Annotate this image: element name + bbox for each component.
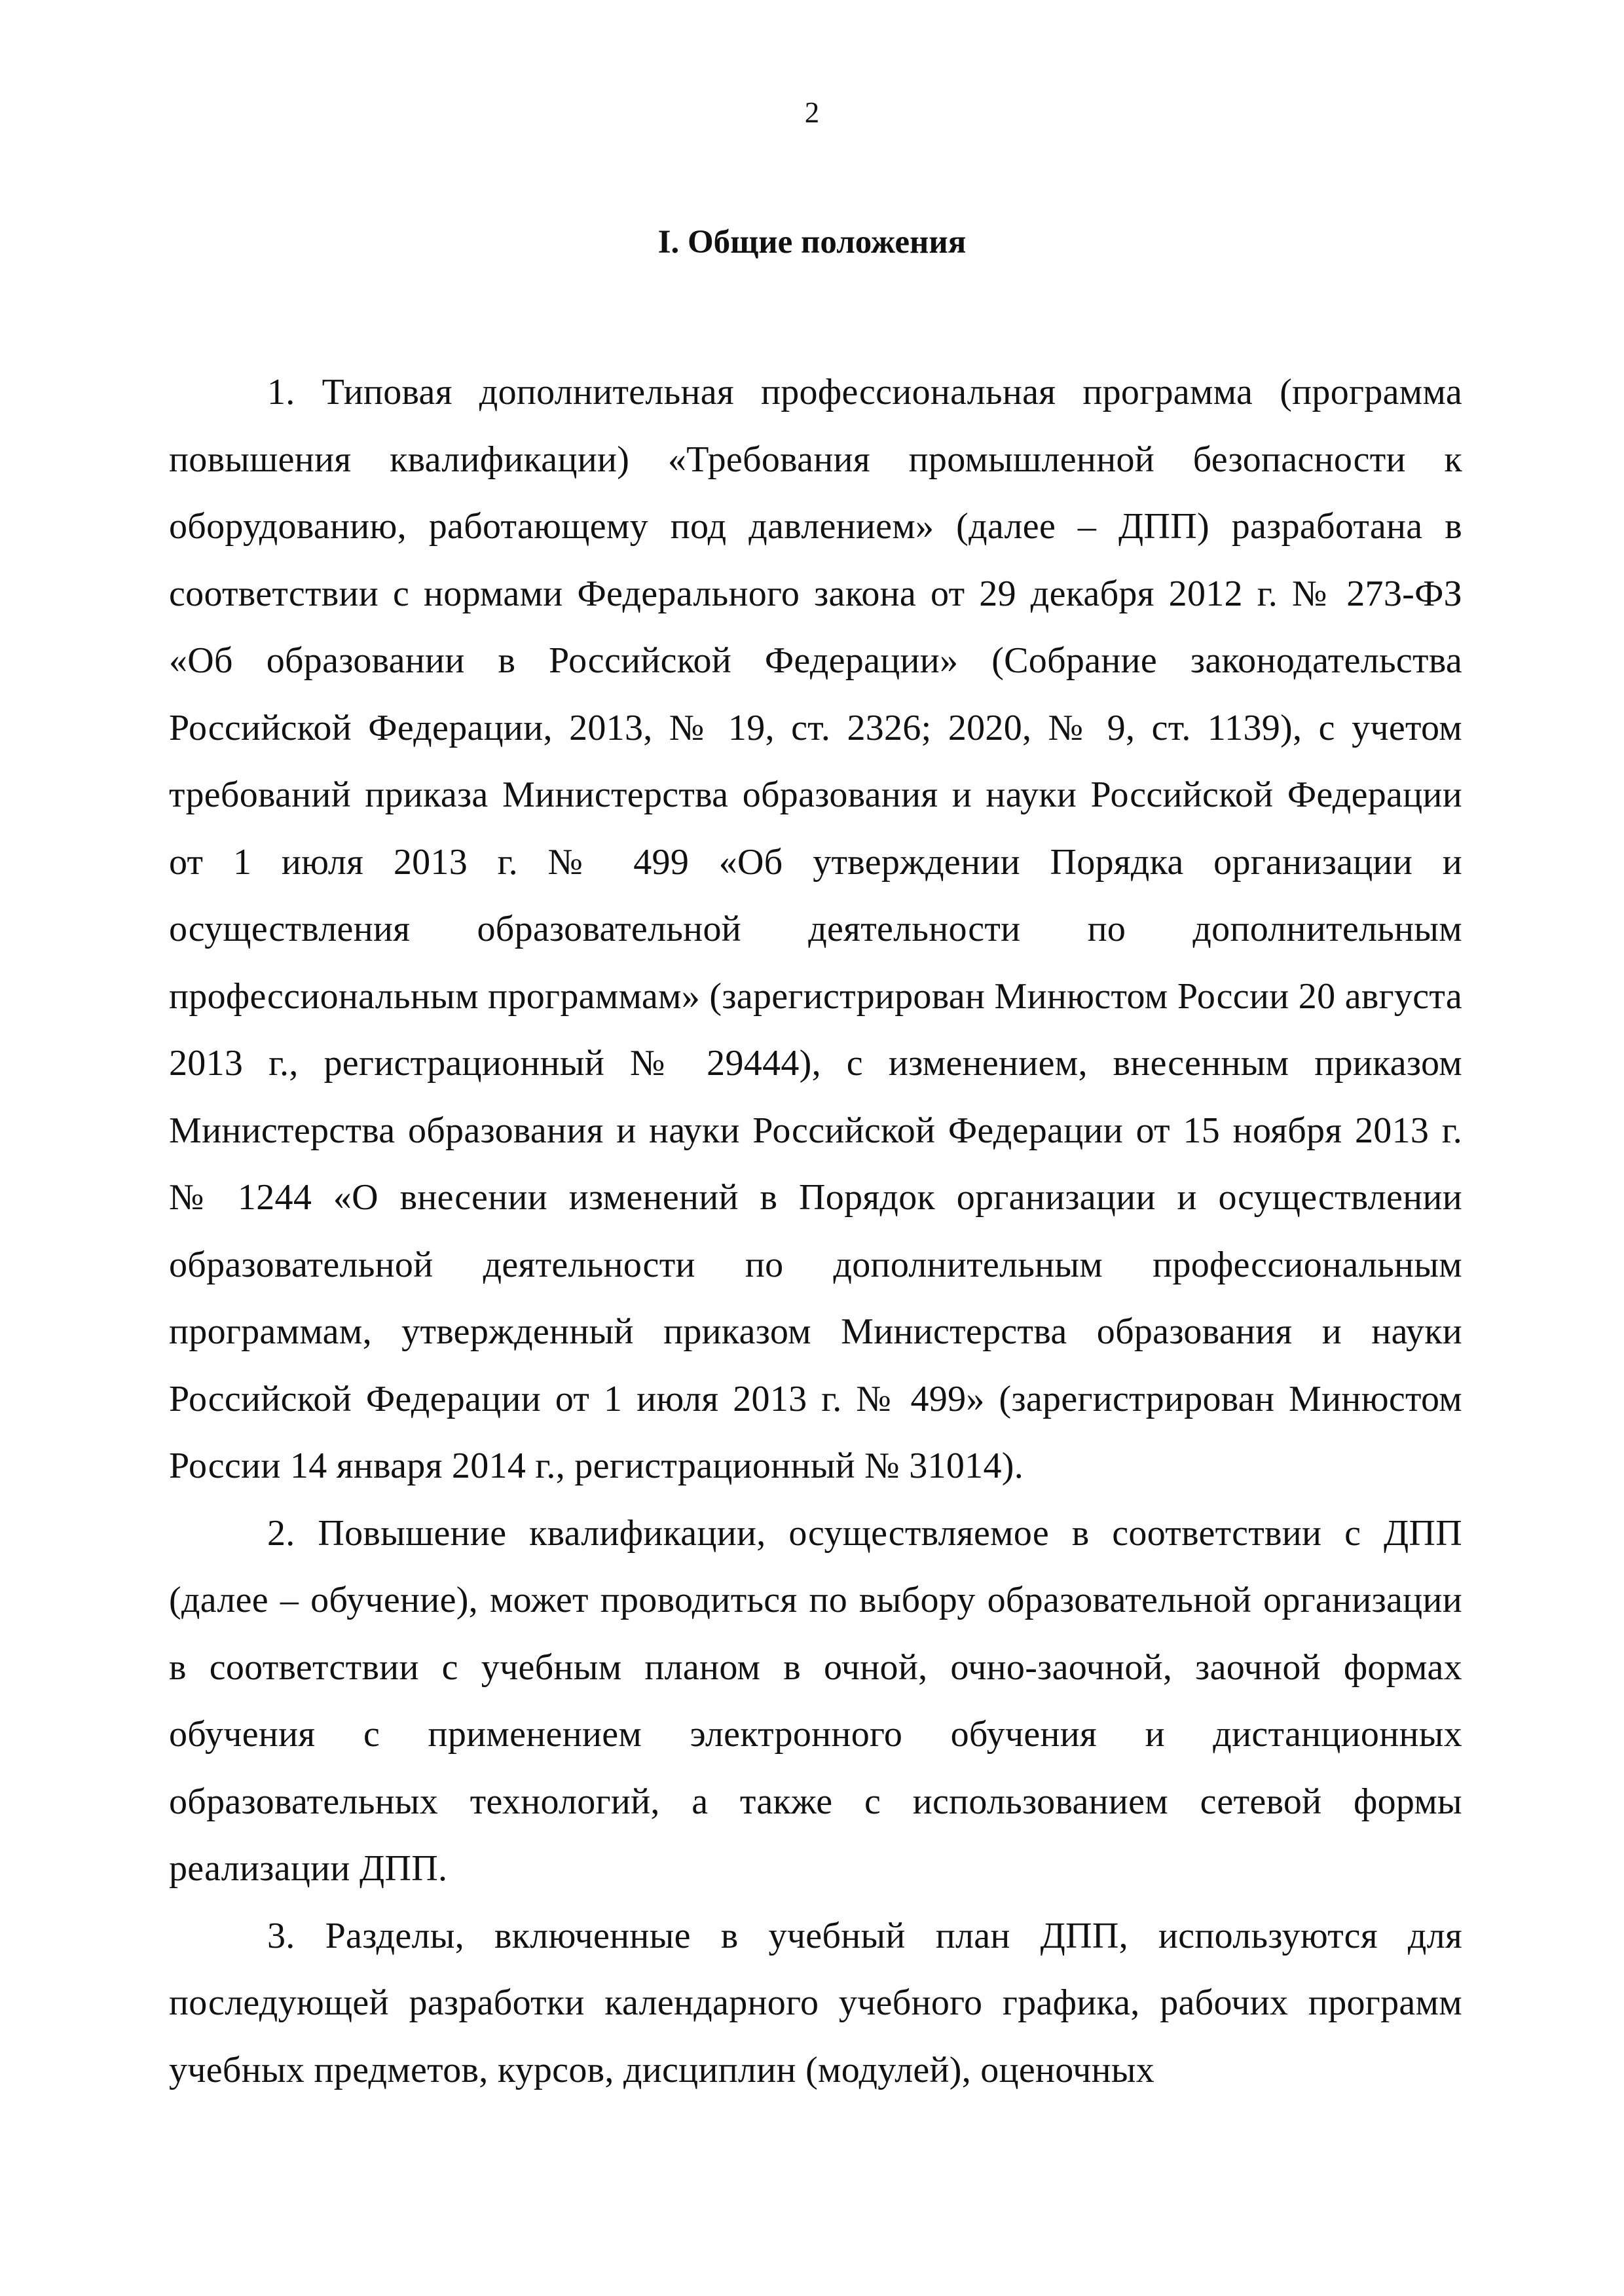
paragraph-2: 2. Повышение квалификации, осуществляемое в соответствии с ДПП (далее – обучение), может проводиться по выбору образовательной организации в соответствии с учебным планом в очной, очно-заочной, заочной формах обучения с применением электронного обучения и дистанционных образовательных технологий, а также с использованием сетевой формы реализации ДПП. — [169, 1512, 1462, 1889]
section-title: I. Общие положения — [657, 224, 967, 261]
page-number: 2 — [804, 96, 820, 129]
document-body — [169, 359, 1462, 2104]
paragraph-3: 3. Разделы, включенные в учебный план ДПП, используются для последующей разработки календарного учебного графика, рабочих программ учебных предметов, курсов, дисциплин (модулей), оценочных — [169, 1915, 1462, 2090]
paragraph-1: 1. Типовая дополнительная профессиональная программа (программа повышения квалификации) «Требования промышленной безопасности к оборудованию, работающему под давлением» (далее – ДПП) разработана в соответствии с нормами Федерального закона от 29 декабря 2012 г. № 273-ФЗ «Об образовании в Российской Федерации» (Собрание законодательства Российской Федерации, 2013, № 19, ст. 2326; 2020, № 9, ст. 1139), с учетом требований приказа Министерства образования и науки Российской Федерации от 1 июля 2013 г. № 499 «Об утверждении Порядка организации и осуществления образовательной деятельности по дополнительным профессиональным программам» (зарегистрирован Минюстом России 20 августа 2013 г., регистрационный № 29444), с изменением, внесенным приказом Министерства образования и науки Российской Федерации от 15 ноября 2013 г. № 1244 «О внесении изменений в Порядок организации и осуществлении образовательной деятельности по дополнительным профессиональным программам, утвержденный приказом Министерства образования и науки Российской Федерации от 1 июля 2013 г. № 499» (зарегистрирован Минюстом России 14 января 2014 г., регистрационный № 31014). — [169, 372, 1462, 1486]
